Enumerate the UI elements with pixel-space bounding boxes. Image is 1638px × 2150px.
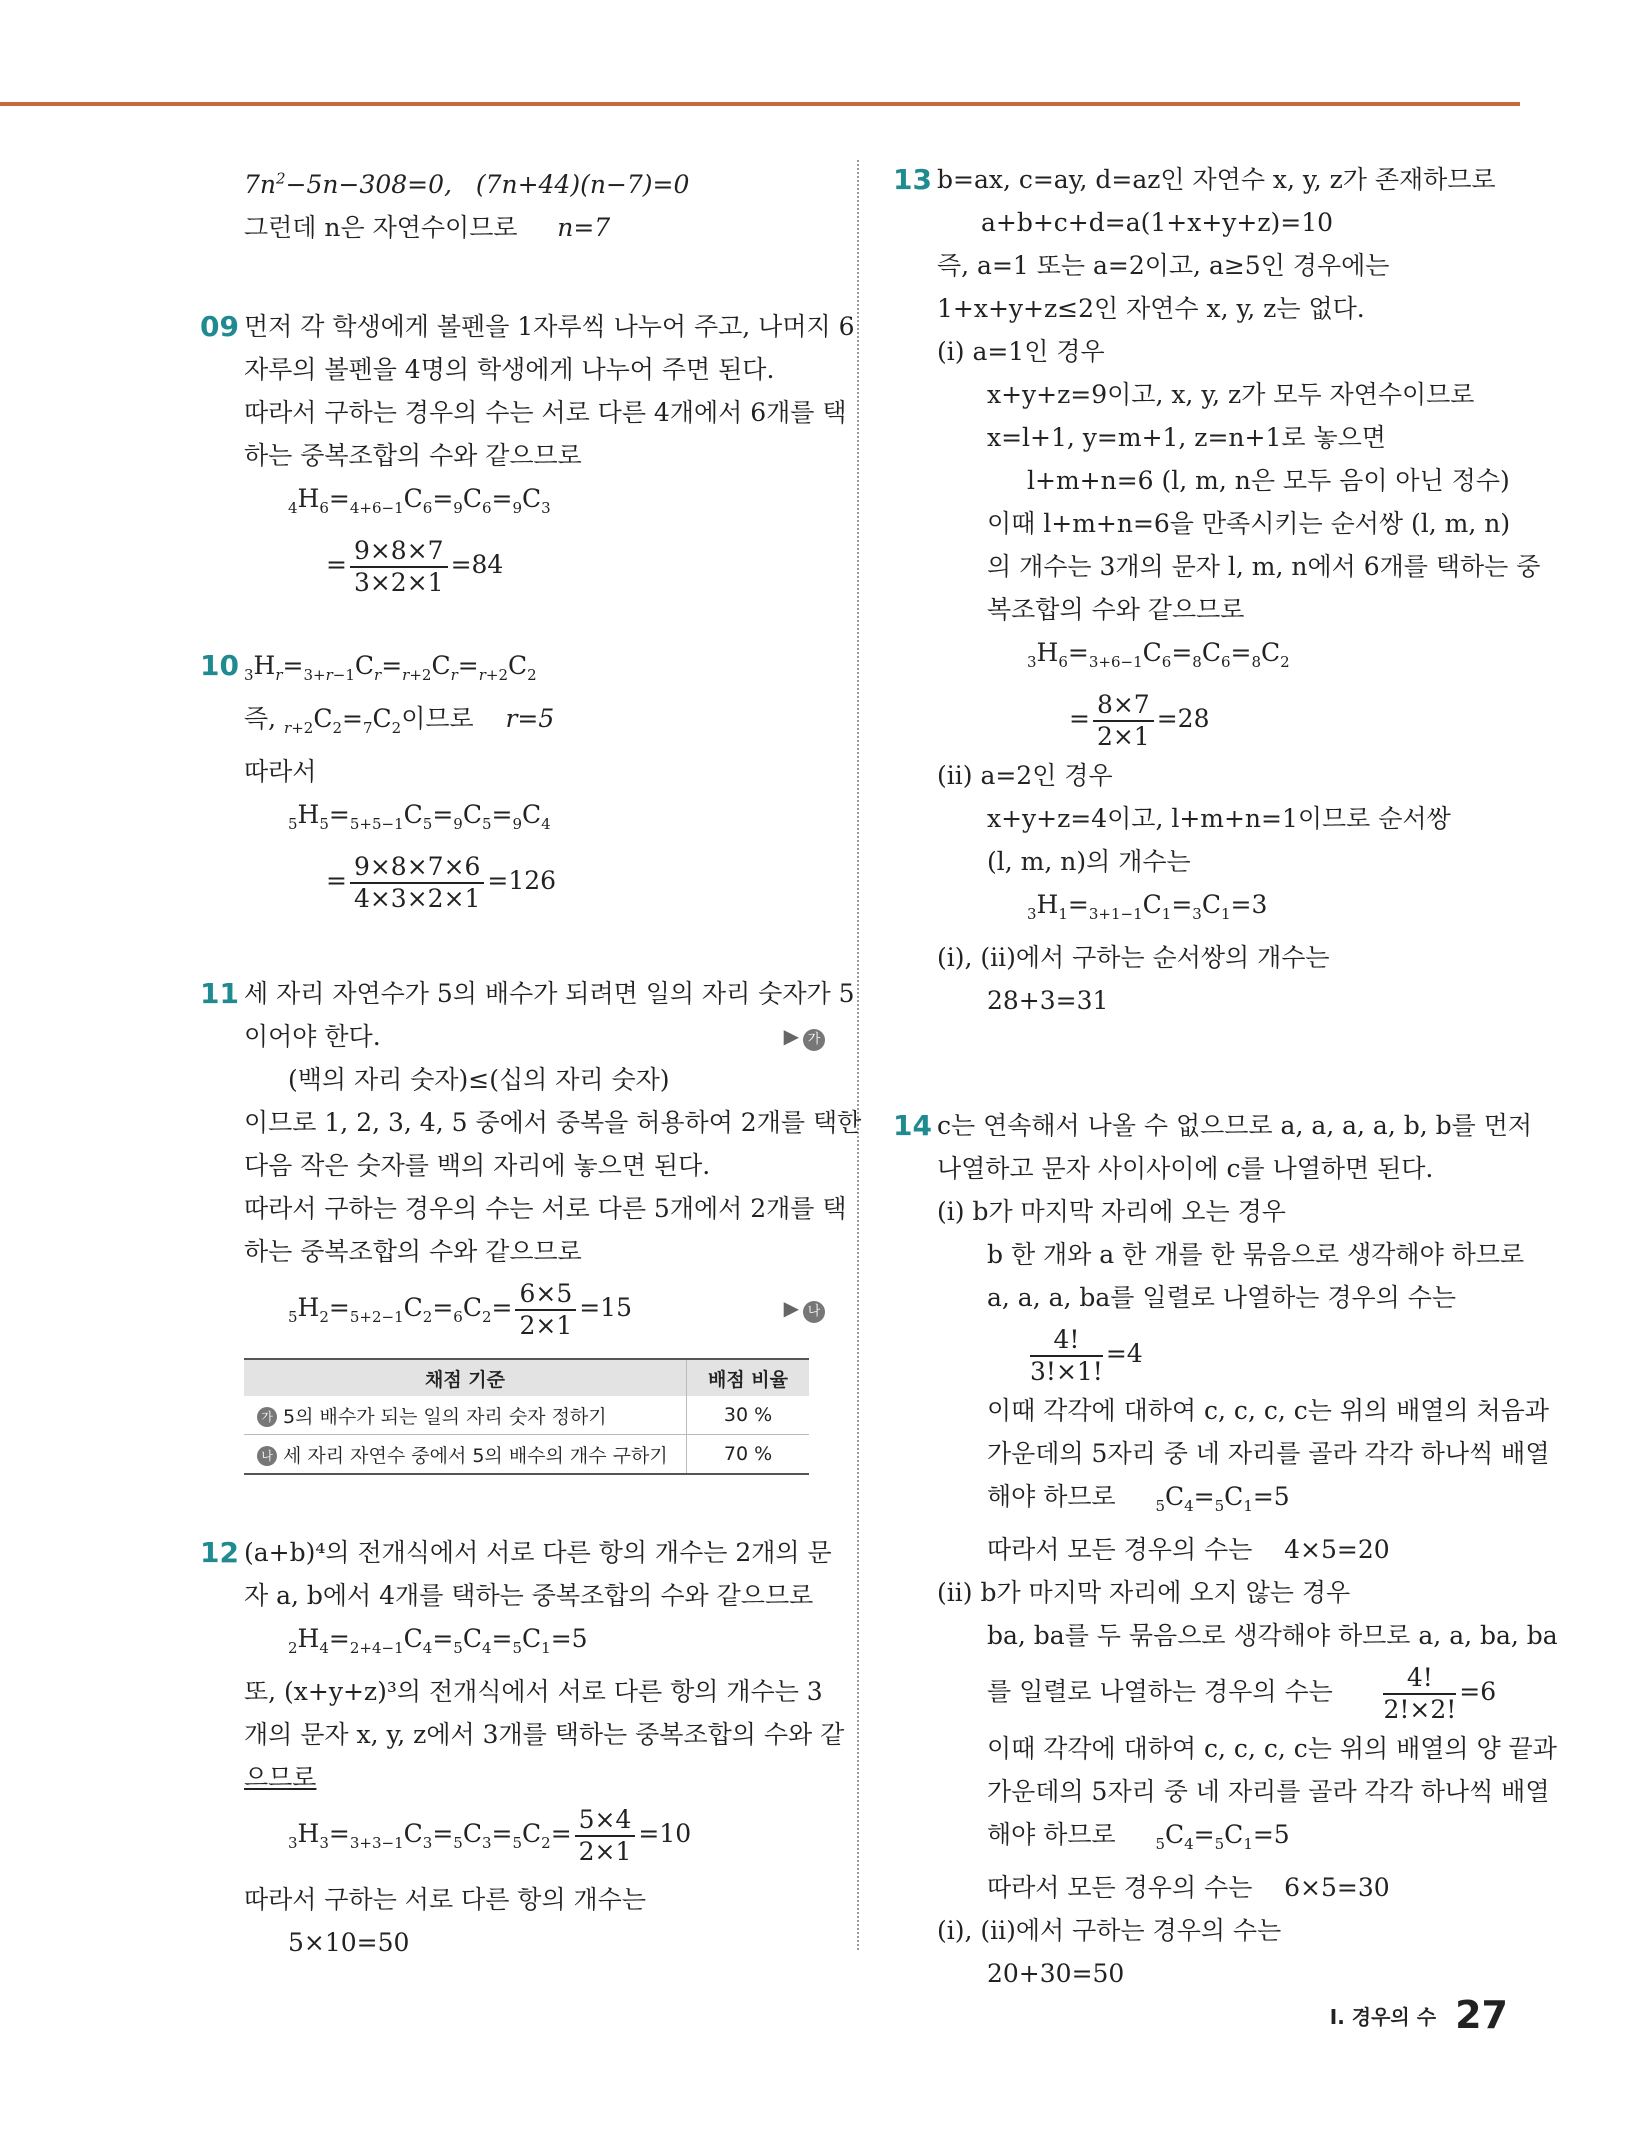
text-line: 해야 하므로 $_5C_4=_5C_1=5$ [987,1482,1290,1515]
result-line: 28+3=31 [987,986,1109,1015]
text-line: 복조합의 수와 같으므로 [987,595,1245,624]
problem-number: 14 [893,1109,932,1142]
text-line: l+m+n=6 (l, m, n은 모두 음이 아닌 정수) [1027,466,1510,495]
text-line: (ⅰ), (ⅱ)에서 구하는 경우의 수는 [937,1916,1282,1945]
text-line: 자 a, b에서 4개를 택하는 중복조합의 수와 같으므로 [244,1581,814,1611]
section-title: Ⅰ. 경우의 수 [1329,2004,1437,2029]
text-line: ba, ba를 두 묶음으로 생각해야 하므로 a, a, ba, ba [987,1621,1558,1650]
result-line: 20+30=50 [987,1959,1125,1988]
text-line: 즉, $_{r+2}C_2=_7C_2$이므로 r=5 [244,704,555,738]
text-line: 먼저 각 학생에게 볼펜을 1자루씩 나누어 주고, 나머지 6 [244,312,855,342]
text-line: 따라서 모든 경우의 수는 6×5=30 [987,1873,1390,1902]
text-line: 하는 중복조합의 수와 같으므로 [244,1237,582,1267]
top-rule [0,102,1520,106]
table-header: 채점 기준 [244,1359,687,1396]
text-line: 이므로 1, 2, 3, 4, 5 중에서 중복을 허용하여 2개를 택한 [244,1108,862,1138]
text-line: 이때 l+m+n=6을 만족시키는 순서쌍 (l, m, n) [987,509,1511,538]
case-heading: (ⅱ) a=2인 경우 [937,761,1113,790]
text-line: 가운데의 5자리 중 네 자리를 골라 각각 하나씩 배열 [987,1777,1550,1806]
formula: $_3H_6=_{3+6-1}C_6=_8C_6=_8C_2$ [1027,638,1290,671]
scoring-table [244,1358,809,1475]
problem-number: 11 [200,977,239,1011]
marker-na: ▶ 나 [784,1273,825,1343]
problem-number: 10 [200,649,239,683]
formula: $_3H_r=_{3+r-1}C_r=_{r+2}C_r=_{r+2}C_2$ [244,651,537,685]
text-line: 자루의 볼펜을 4명의 학생에게 나누어 주면 된다. [244,355,775,385]
formula: $_3H_1=_{3+1-1}C_1=_3C_1=3$ [1027,890,1268,923]
problem-12 [200,1531,845,1964]
page-footer [1330,1993,1508,2037]
formula-fraction: = $\frac{9\times 8\times 7}{3\times 2\times 1}$ =84 [326,535,504,597]
problem-10 [200,644,825,916]
formula-fraction: = $\frac{9\times 8\times 7\times 6}{4\times 3\times 2\times 1}$ =126 [326,851,557,913]
text-line: 따라서 구하는 경우의 수는 서로 다른 4개에서 6개를 택 [244,398,847,428]
problem-number: 12 [200,1536,239,1570]
text-line: b=ax, c=ay, d=az인 자연수 x, y, z가 존재하므로 [937,165,1496,194]
formula: $_5H_5=_{5+5-1}C_5=_9C_5=_9C_4$ [288,800,551,834]
text-line: x+y+z=9이고, x, y, z가 모두 자연수이므로 [987,380,1475,409]
formula-fraction: $\frac{4!}{3!\times 1!}$ =4 [1030,1324,1143,1386]
marker-ga: ▶ 가 [784,1015,825,1058]
text-line: 즉, a=1 또는 a=2이고, a≥5인 경우에는 [937,251,1390,280]
result-line: 5×10=50 [288,1928,410,1958]
text-line: (a+b)⁴의 전개식에서 서로 다른 항의 개수는 2개의 문 [244,1538,832,1568]
page-number: 27 [1455,1993,1508,2037]
text-line: 따라서 구하는 서로 다른 항의 개수는 [244,1885,646,1915]
text-line: (ⅰ), (ⅱ)에서 구하는 순서쌍의 개수는 [937,943,1330,972]
text-line: 이때 각각에 대하여 c, c, c, c는 위의 배열의 양 끝과 [987,1734,1557,1763]
problem-number: 13 [893,163,932,196]
formula-fraction: $_5H_2=_{5+2-1}C_2=_6C_2=$ $\frac{6\times 5}{2\times 1}$ =15 ▶ 나 [244,1273,825,1352]
text-line: a+b+c+d=a(1+x+y+z)=10 [981,208,1334,237]
text-line: 하는 중복조합의 수와 같으므로 [244,441,582,471]
problem-13 [893,158,1541,1022]
problem-11 [200,972,862,1352]
text-line: x=l+1, y=m+1, z=n+1로 놓으면 [987,423,1386,452]
problem-number: 09 [200,310,239,344]
text-line: a, a, a, ba를 일렬로 나열하는 경우의 수는 [987,1283,1457,1312]
problem-14 [893,1104,1558,1995]
text-line: 따라서 [244,757,317,787]
text-line: 가운데의 5자리 중 네 자리를 골라 각각 하나씩 배열 [987,1439,1550,1468]
text-line: 또, (x+y+z)³의 전개식에서 서로 다른 항의 개수는 3 [244,1677,823,1707]
table-row: 가 5의 배수가 되는 일의 자리 숫자 정하기 30 % [244,1396,809,1435]
text-line: 의 개수는 3개의 문자 l, m, n에서 6개를 택하는 중 [987,552,1541,581]
formula-fraction: $_3H_3=_{3+3-1}C_3=_5C_3=_5C_2=$ $\frac{5\times 4}{2\times 1}$ =10 [288,1804,692,1866]
text-line: 따라서 구하는 경우의 수는 서로 다른 5개에서 2개를 택 [244,1194,847,1224]
text-line: 으므로 [244,1763,317,1793]
table-header: 배점 비율 [687,1359,810,1396]
formula: $_4H_6=_{4+6-1}C_6=_9C_6=_9C_3$ [288,484,551,518]
text-line: 따라서 모든 경우의 수는 4×5=20 [987,1535,1390,1564]
text-line: 해야 하므로 $_5C_4=_5C_1=5$ [987,1820,1290,1853]
text-line: 세 자리 자연수가 5의 배수가 되려면 일의 자리 숫자가 5 [244,979,855,1009]
text-line: 다음 작은 숫자를 백의 자리에 놓으면 된다. [244,1151,711,1181]
text-line: 나열하고 문자 사이사이에 c를 나열하면 된다. [937,1154,1434,1183]
text-line: c는 연속해서 나올 수 없으므로 a, a, a, a, b, b를 먼저 [937,1111,1533,1140]
problem-09 [200,305,855,600]
left-column [200,158,862,1964]
case-heading: (ⅱ) b가 마지막 자리에 오지 않는 경우 [937,1578,1351,1607]
text-line: 이때 각각에 대하여 c, c, c, c는 위의 배열의 처음과 [987,1396,1549,1425]
p08-conclusion: 그런데 n은 자연수이므로 n=7 [244,213,611,243]
text-line: 개의 문자 x, y, z에서 3개를 택하는 중복조합의 수와 같 [244,1720,845,1750]
text-line: 이어야 한다. ▶ 가 [244,1015,825,1058]
text-line: (백의 자리 숫자)≤(십의 자리 숫자) [288,1065,670,1095]
formula-fraction: 를 일렬로 나열하는 경우의 수는 $\frac{4!}{2!\times 2!}$ =6 [987,1662,1497,1724]
case-heading: (ⅰ) b가 마지막 자리에 오는 경우 [937,1197,1286,1226]
formula: $_2H_4=_{2+4-1}C_4=_5C_4=_5C_1=5$ [288,1624,588,1658]
p08-equation: $7n^2-5n-308=0$, (7n+44)(n−7)=0 [244,170,690,200]
text-line: b 한 개와 a 한 개를 한 묶음으로 생각해야 하므로 [987,1240,1525,1269]
column-divider [857,160,859,1950]
text-line: (l, m, n)의 개수는 [987,847,1191,876]
right-column [893,158,1558,1995]
table-row: 나 세 자리 자연수 중에서 5의 배수의 개수 구하기 70 % [244,1435,809,1475]
formula-fraction: = $\frac{8\times 7}{2\times 1}$ =28 [1069,689,1210,751]
text-line: 1+x+y+z≤2인 자연수 x, y, z는 없다. [937,294,1365,323]
text-line: x+y+z=4이고, l+m+n=1이므로 순서쌍 [987,804,1451,833]
case-heading: (ⅰ) a=1인 경우 [937,337,1105,366]
